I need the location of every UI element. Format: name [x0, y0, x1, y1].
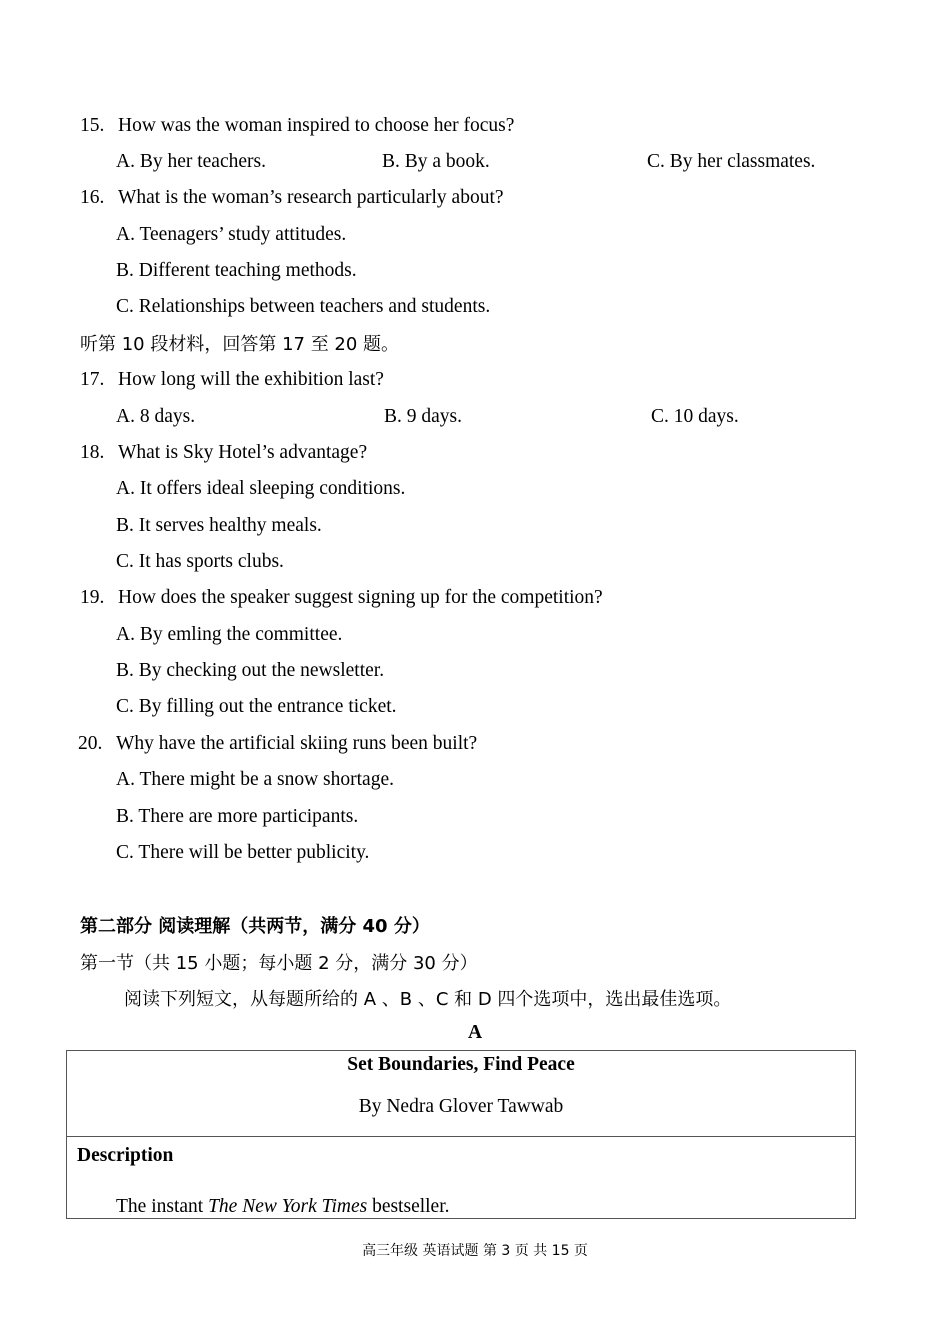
option-18c: C. It has sports clubs. — [116, 551, 284, 572]
passage-label: A — [467, 1022, 483, 1043]
page-footer: 高三年级 英语试题 第 3 页 共 15 页 — [362, 1243, 588, 1259]
option-16c: C. Relationships between teachers and students. — [116, 296, 491, 317]
question-number: 16. — [80, 187, 105, 208]
part2-heading: 第二部分 阅读理解（共两节，满分 40 分） — [80, 916, 430, 937]
question-19 — [80, 586, 603, 610]
question-18 — [80, 441, 367, 465]
description-text — [116, 1195, 450, 1219]
question-number: 19. — [80, 587, 105, 608]
option-16b: B. Different teaching methods. — [116, 260, 357, 281]
listening-instruction: 听第 10 段材料，回答第 17 至 20 题。 — [80, 334, 400, 355]
book-author: By Nedra Glover Tawwab — [358, 1096, 564, 1117]
book-info-table — [66, 1050, 856, 1219]
book-header-cell — [67, 1051, 855, 1137]
option-18b: B. It serves healthy meals. — [116, 515, 322, 536]
question-number: 17. — [80, 369, 105, 390]
option-19c: C. By filling out the entrance ticket. — [116, 696, 397, 717]
option-19b: B. By checking out the newsletter. — [116, 660, 385, 681]
option-17a: A. 8 days. — [116, 406, 196, 427]
description-label: Description — [77, 1145, 174, 1166]
question-text: Why have the artificial skiing runs been built? — [116, 733, 478, 754]
option-20a: A. There might be a snow shortage. — [116, 769, 394, 790]
question-text: How was the woman inspired to choose her focus? — [118, 115, 515, 136]
option-19a: A. By emling the committee. — [116, 624, 343, 645]
question-text: What is Sky Hotel’s advantage? — [118, 442, 368, 463]
question-text: How does the speaker suggest signing up for the competition? — [118, 587, 603, 608]
option-15c: C. By her classmates. — [647, 151, 816, 172]
option-17c: C. 10 days. — [651, 406, 739, 427]
question-number: 18. — [80, 442, 105, 463]
option-20b: B. There are more participants. — [116, 806, 359, 827]
book-title: Set Boundaries, Find Peace — [347, 1054, 575, 1075]
question-17 — [80, 368, 384, 392]
question-20 — [78, 732, 477, 756]
description-prefix: The instant — [116, 1196, 209, 1217]
option-17b: B. 9 days. — [384, 406, 462, 427]
option-20c: C. There will be better publicity. — [116, 842, 370, 863]
question-16 — [80, 186, 504, 210]
description-suffix: bestseller. — [367, 1196, 450, 1217]
option-15a: A. By her teachers. — [116, 151, 266, 172]
question-number: 15. — [80, 115, 105, 136]
option-18a: A. It offers ideal sleeping conditions. — [116, 478, 406, 499]
question-15 — [80, 114, 514, 138]
reading-instruction: 阅读下列短文，从每题所给的 A 、B 、C 和 D 四个选项中，选出最佳选项。 — [124, 989, 732, 1010]
newspaper-title: The New York Times — [208, 1196, 368, 1217]
section1-heading: 第一节（共 15 小题；每小题 2 分，满分 30 分） — [80, 953, 478, 974]
question-text: How long will the exhibition last? — [118, 369, 384, 390]
question-text: What is the woman’s research particularly about? — [118, 187, 504, 208]
question-number: 20. — [78, 733, 103, 754]
option-15b: B. By a book. — [382, 151, 490, 172]
option-16a: A. Teenagers’ study attitudes. — [116, 224, 347, 245]
